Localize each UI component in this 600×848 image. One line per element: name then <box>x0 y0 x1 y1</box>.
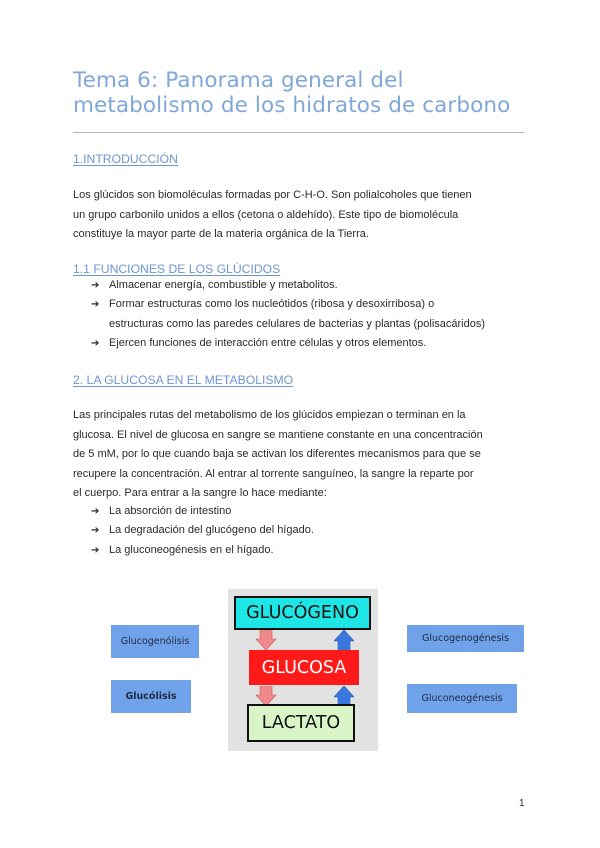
funciones-list <box>73 276 533 354</box>
list-item: ➔ Ejercen funciones de interacción entre células y otros elementos. <box>73 334 533 353</box>
list-item-continuation: estructuras como las paredes celulares de bacterias y plantas (polisacáridos) <box>109 317 486 330</box>
entrada-sangre-list <box>73 502 533 560</box>
intro-paragraph <box>73 186 525 245</box>
paragraph-line: Los glúcidos son biomoléculas formadas por C-H-O. Son polialcoholes que tienen <box>73 189 472 201</box>
glucogenogenesis-label: Glucogenogénesis <box>407 625 524 652</box>
glucogenolisis-label: Glucogenólisis <box>111 625 199 658</box>
section-heading-funciones: 1.1 FUNCIONES DE LOS GLÚCIDOS <box>73 262 281 276</box>
arrow-bullet-icon: ➔ <box>91 280 100 291</box>
paragraph-line: Las principales rutas del metabolismo de los glúcidos empiezan o terminan en la <box>73 409 466 421</box>
list-item: ➔ Formar estructuras como los nucleótidos (ribosa y desoxirribosa) o <box>73 295 533 314</box>
arrow-up-icon <box>334 630 354 650</box>
section-heading-glucosa: 2. LA GLUCOSA EN EL METABOLISMO <box>73 373 294 387</box>
paragraph-line: recupere la concentración. Al entrar al torrente sanguíneo, la sangre la reparte por <box>73 467 474 480</box>
glucolisis-label: Glucólisis <box>111 680 191 713</box>
arrow-bullet-icon: ➔ <box>91 506 100 517</box>
paragraph-line: de 5 mM, por lo que cuando baja se activan los diferentes mecanismos para que se <box>73 448 481 460</box>
glucosa-box: GLUCOSA <box>249 650 359 685</box>
arrow-down-icon <box>256 686 276 706</box>
page-number: 1 <box>519 798 525 809</box>
arrow-bullet-icon: ➔ <box>91 525 100 537</box>
list-item: ➔ La absorción de intestino <box>73 502 533 521</box>
list-item: ➔ La degradación del glucógeno del hígado. <box>73 521 533 540</box>
list-item: ➔ Almacenar energía, combustible y metabolitos. <box>73 276 533 295</box>
arrow-bullet-icon: ➔ <box>91 299 100 311</box>
lactato-box: LACTATO <box>247 704 355 742</box>
gluconeogenesis-label: Gluconeogénesis <box>407 684 517 713</box>
paragraph-line: el cuerpo. Para entrar a la sangre lo hace mediante: <box>73 487 327 499</box>
section-heading-introduccion: 1.INTRODUCCIÓN <box>73 152 178 166</box>
arrow-up-icon <box>334 686 354 706</box>
paragraph-line: un grupo carbonilo unidos a ellos (cetona o aldehído). Este tipo de biomolécula <box>73 208 459 221</box>
paragraph-line: glucosa. El nivel de glucosa en sangre se mantiene constante en una concentración <box>73 428 483 441</box>
glucogeno-box: GLUCÓGENO <box>234 596 371 630</box>
title-line-1: Tema 6: Panorama general del <box>73 68 404 93</box>
page-title <box>73 68 553 118</box>
title-divider <box>73 132 524 133</box>
arrow-bullet-icon: ➔ <box>91 338 100 350</box>
list-item: ➔ La gluconeogénesis en el hígado. <box>73 541 533 560</box>
paragraph-line: constituye la mayor parte de la materia orgánica de la Tierra. <box>73 228 369 240</box>
arrow-bullet-icon: ➔ <box>91 544 100 556</box>
title-line-2: metabolismo de los hidratos de carbono <box>73 93 511 118</box>
arrow-down-icon <box>256 630 276 650</box>
glucosa-paragraph <box>73 406 525 504</box>
